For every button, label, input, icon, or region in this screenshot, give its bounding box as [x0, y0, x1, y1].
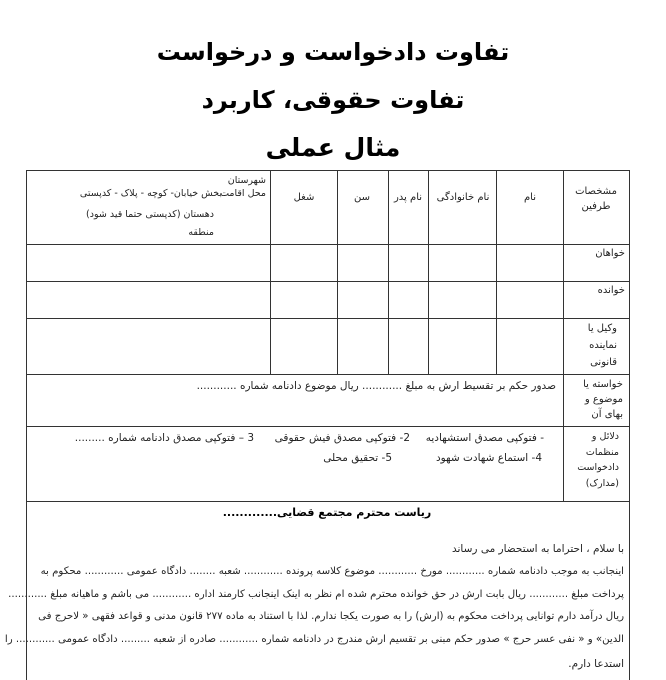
border-right	[629, 170, 630, 680]
header-family-name: نام خانوادگی	[436, 192, 490, 203]
row-sep-2	[26, 281, 630, 282]
col-sep-label	[563, 170, 564, 501]
col-sep-family	[428, 170, 429, 374]
row-label-claim: خواسته یا موضوع و بهای آن	[583, 379, 623, 420]
row-sep-5	[26, 426, 630, 427]
border-top	[26, 170, 630, 171]
col-sep-father	[388, 170, 389, 374]
letter-paragraph-3: ریال درآمد دارم توانایی پرداخت محکوم به (ارش) را به صورت یکجا ندارم. لذا با استناد به ماده ۲۷۷ قانون مدنی و قواعد فقهی « لاحرج فی	[38, 611, 624, 622]
title-line-3: مثال عملی	[265, 133, 401, 162]
border-left	[26, 170, 27, 680]
letter-paragraph-2: پرداخت مبلغ ............ ریال بابت ارش در حق خوانده محترم شده ام نظر به اینک اینجانب کارمند اداره ............ می باشم و ماهیانه مبلغ ............	[8, 589, 624, 600]
petition-form	[4, 170, 630, 680]
evidence-item-2: 2- فتوکپی مصدق فیش حقوقی	[274, 432, 410, 444]
letter-paragraph-5: استدعا دارم.	[568, 658, 624, 670]
title-line-1: تفاوت دادخواست و درخواست	[156, 38, 510, 66]
row-label-evidence: دلائل و منظمات دادخواست (مدارک)	[577, 431, 619, 489]
evidence-item-1: - فتوکپی مصدق استشهادیه	[425, 432, 544, 444]
row-sep-4	[26, 374, 630, 375]
header-address-line3: دهستان (کدپستی حتما قید شود)	[86, 209, 214, 220]
evidence-item-5: 5- تحقیق محلی	[323, 452, 392, 464]
row-sep-3	[26, 318, 630, 319]
col-sep-age	[337, 170, 338, 374]
letter-paragraph-1: اینجانب به موجب دادنامه شماره ............ مورخ ............ موضوع کلاسه پرونده ............ شعبه ........ دادگاه عمومی ............ محکوم به	[40, 566, 624, 577]
header-address-line4: منطقه	[188, 227, 214, 238]
row-label-lawyer: وکیل یا نماینده قانونی	[587, 323, 617, 368]
row-label-defendant: خوانده	[597, 285, 625, 296]
claim-text: صدور حکم بر تقسیط ارش به مبلغ ............ ریال موضوع دادنامه شماره ............	[196, 380, 556, 392]
header-age: سن	[354, 192, 370, 203]
letter-title: ریاست محترم مجتمع قضایی.............	[222, 506, 432, 519]
header-name: نام	[523, 192, 537, 203]
header-address-line2: بخش خیابان- کوچه - پلاک - کدپستی	[79, 188, 222, 199]
header-address-line1: شهرستان	[227, 175, 266, 186]
header-residence: محل اقامت	[220, 188, 266, 199]
row-sep-6	[26, 501, 630, 502]
header-father-name: نام پدر	[393, 192, 423, 203]
col-sep-job	[270, 170, 271, 374]
evidence-item-3: 3 – فتوکپی مصدق دادنامه شماره .........	[74, 432, 254, 444]
row-label-plaintiff: خواهان	[595, 248, 625, 259]
row-sep-1	[26, 244, 630, 245]
letter-paragraph-4: الدین» و « نفی عسر حرج » صدور حکم مبنی بر تقسیم ارش مندرج در دادنامه شماره ............ صادره از شعبه ......... دادگاه عمومی ............ را	[4, 634, 624, 645]
evidence-item-4: 4- استماع شهادت شهود	[435, 452, 542, 464]
col-sep-name	[496, 170, 497, 374]
letter-greeting: با سلام ، احتراما به استحضار می رساند	[451, 543, 624, 555]
header-job: شغل	[293, 192, 315, 203]
title-line-2: تفاوت حقوقی، کاربرد	[201, 86, 465, 114]
header-parties: مشخصات طرفین	[575, 186, 617, 212]
